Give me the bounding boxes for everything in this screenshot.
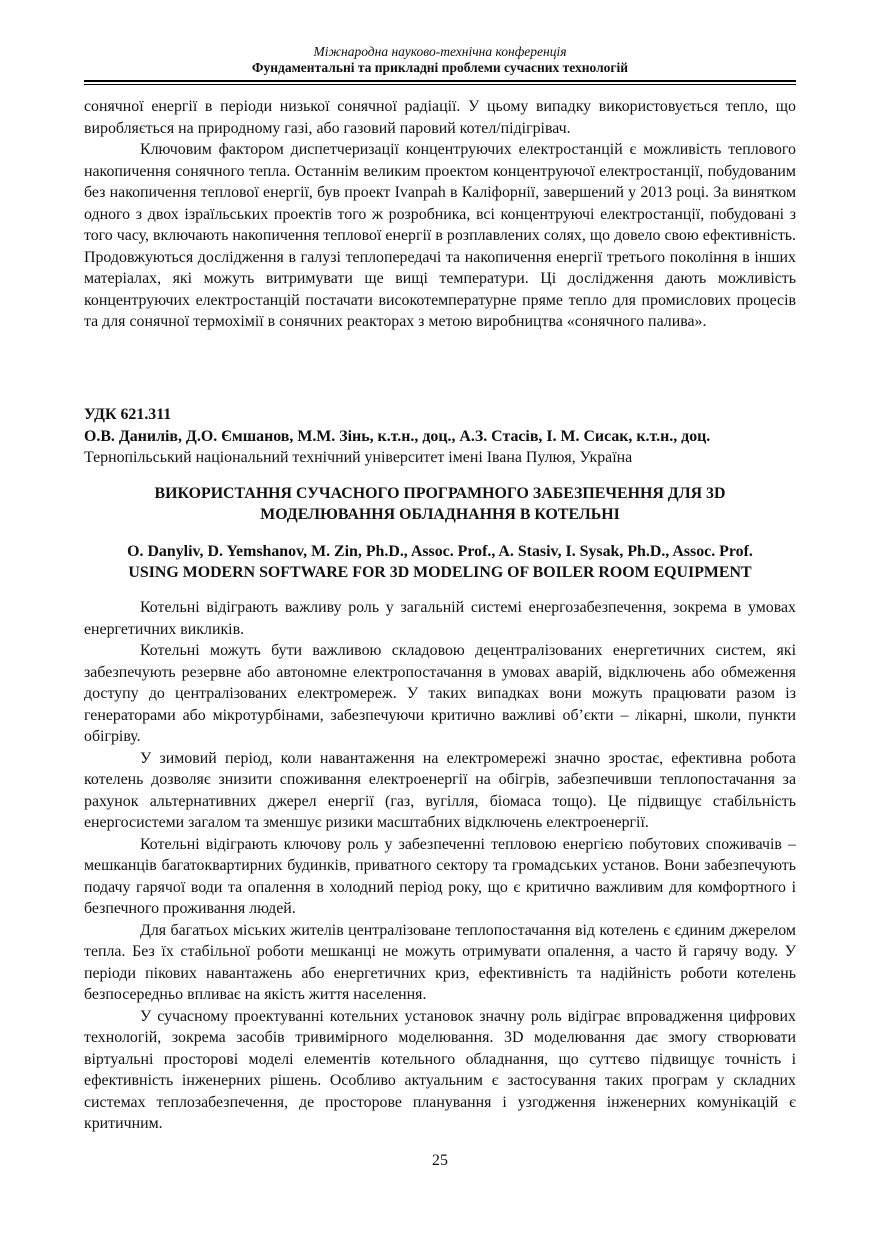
paragraph: Котельні можуть бути важливою складовою децентралізованих енергетичних систем, які забезпечують резервне або автономне електропостачання в умовах аварій, відключень або обмеження доступу до централізованих електромереж. У таких випадках вони можуть працювати разом із генераторами або мікротурбінами, забезпечуючи критично важливі об’єкти – лікарні, школи, пункти обігріву. — [84, 642, 796, 745]
article-meta — [84, 404, 796, 469]
paragraph: сонячної енергії в періоди низької сонячної радіації. У цьому випадку використовується тепло, що виробляється на природному газі, або газовий паровий котел/підігрівач. — [84, 98, 796, 137]
article-title-en-block — [84, 541, 796, 583]
paragraph: У сучасному проектуванні котельних установок значну роль відіграє впровадження цифрових технологій, зокрема засобів тривимірного моделювання. 3D моделювання дає змогу створювати віртуальні просторові моделі елементів котельного обладнання, що суттєво підвищує точність і ефективність інженерних рішень. Особливо актуальним є застосування таких програм у складних системах теплозабезпечення, де просторове планування і узгодження інженерних комунікацій є критичним. — [84, 1007, 796, 1132]
paragraph: Для багатьох міських жителів централізоване теплопостачання від котелень є єдиним джерелом тепла. Без їх стабільної роботи мешканці не можуть отримувати опалення, а часто й гарячу воду. У періоди пікових навантажень або енергетичних криз, ефективність та надійність роботи котелень безпосередньо впливає на якість життя населення. — [84, 921, 796, 1003]
paragraph: Котельні відіграють важливу роль у загальній системі енергозабезпечення, зокрема в умовах енергетичних викликів. — [84, 599, 796, 638]
paragraph: Ключовим фактором диспетчеризації концентруючих електростанцій є можливість теплового накопичення сонячного тепла. Останнім великим проектом концентруючої електростанції, побудованим без накопичення теплової енергії, був проект Ivanpah в Каліфорнії, завершений у 2013 році. За винятком одного з двох ізраїльських проектів того ж розробника, всі концентруючі електростанції, побудовані з того часу, включають накопичення теплової енергії в розплавлених солях, що довело свою ефективність. Продовжуються дослідження в галузі теплопередачі та накопичення енергії третього покоління в інших матеріалах, які можуть витримувати ще вищі температури. Ці дослідження дають можливість концентруючих електростанцій постачати високотемпературне пряме тепло для промислових процесів та для сонячної термохімії в сонячних реакторах з метою виробництва «сонячного палива». — [84, 141, 796, 330]
header-rule-thin — [84, 84, 796, 85]
running-header — [84, 44, 796, 76]
udc-code: УДК 621.311 — [84, 406, 172, 423]
conference-name: Міжнародна науково-технічна конференція — [313, 44, 567, 59]
header-rule-thick — [84, 80, 796, 82]
title-en: USING MODERN SOFTWARE FOR 3D MODELING OF BOILER ROOM EQUIPMENT — [128, 564, 752, 581]
page-number: 25 — [432, 1152, 448, 1169]
article-body — [84, 597, 796, 1135]
authors-en: O. Danyliv, D. Yemshanov, M. Zin, Ph.D., Assoc. Prof., A. Stasiv, I. Sysak, Ph.D., Assoc. Prof. — [127, 543, 753, 560]
paragraph: Котельні відіграють ключову роль у забезпеченні тепловою енергією побутових споживачів – мешканців багатоквартирних будинків, приватного сектору та громадських установ. Вони забезпечують подачу гарячої води та опалення в холодний період року, що є критично важливим для комфортного і безпечного проживання людей. — [84, 835, 796, 917]
paragraph: У зимовий період, коли навантаження на електромережі значно зростає, ефективна робота котелень дозволяє знизити споживання електроенергії на обігрів, забезпечивши теплопостачання за рахунок альтернативних джерел енергії (газ, вугілля, біомаса тощо). Це підвищує стабільність енергосистеми загалом та зменшує ризики масштабних відключень електроенергії. — [84, 749, 796, 831]
conference-title: Фундаментальні та прикладні проблеми сучасних технологій — [251, 60, 629, 75]
authors-ua: О.В. Данилів, Д.О. Ємшанов, М.М. Зінь, к.т.н., доц., А.З. Стасів, І. М. Сисак, к.т.н., доц. — [84, 427, 711, 445]
title-ua-line: ВИКОРИСТАННЯ СУЧАСНОГО ПРОГРАМНОГО ЗАБЕЗПЕЧЕННЯ ДЛЯ 3D — [154, 485, 726, 502]
article-title-ua — [84, 483, 796, 525]
title-ua-line: МОДЕЛЮВАННЯ ОБЛАДНАННЯ В КОТЕЛЬНІ — [260, 506, 620, 523]
affiliation: Тернопільський національний технічний університет імені Івана Пулюя, Україна — [84, 449, 633, 466]
previous-article-ending — [84, 96, 796, 333]
